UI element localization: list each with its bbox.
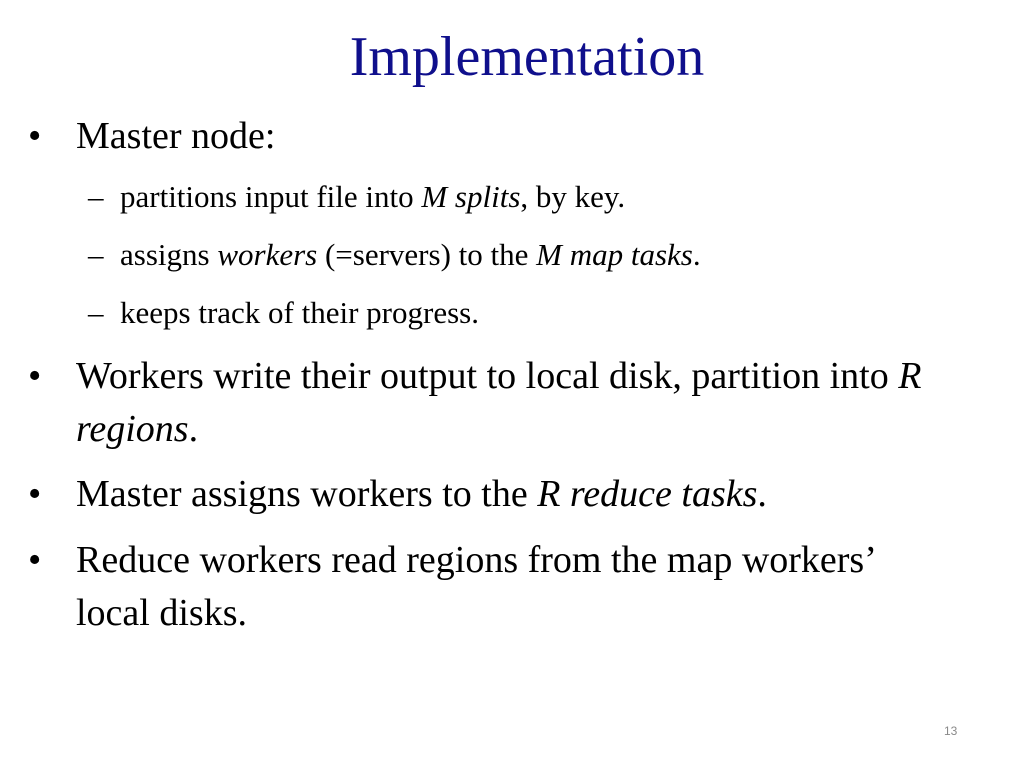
bullet-text: Master node:: [76, 115, 276, 157]
dash-marker: –: [88, 295, 104, 330]
sub-bullet-emphasis: M map tasks: [536, 237, 693, 272]
sub-bullet-text: , by key.: [520, 179, 626, 214]
bullet-workers-write: [28, 350, 988, 456]
sub-bullet-assigns: [88, 235, 988, 275]
sub-bullet-text: keeps track of their progress.: [120, 295, 479, 330]
dash-marker: –: [88, 237, 104, 272]
bullet-marker: •: [28, 539, 42, 581]
bullet-marker: •: [28, 473, 42, 515]
bullet-text: Reduce workers read regions from the map workers’ local disks.: [76, 539, 875, 634]
bullet-text: Workers write their output to local disk, partition into: [76, 355, 899, 397]
bullet-text: Master assigns workers to the: [76, 473, 538, 515]
bullet-emphasis: R reduce tasks: [537, 473, 758, 515]
sub-bullet-emphasis: workers: [217, 237, 318, 272]
sub-bullet-emphasis: M splits: [421, 179, 521, 214]
sub-bullet-progress: [88, 293, 988, 333]
sub-bullet-text: (=servers) to the: [317, 237, 537, 272]
sub-bullet-text: assigns: [120, 237, 218, 272]
bullet-text-block: [76, 468, 988, 521]
bullet-master-node: [28, 110, 988, 163]
bullet-text: .: [757, 473, 767, 515]
bullet-text-block: [76, 350, 988, 456]
bullet-emphasis: R regions: [76, 355, 922, 450]
bullet-marker: •: [28, 355, 42, 397]
sub-bullet-text: .: [692, 237, 701, 272]
slide-title: Implementation: [349, 26, 705, 88]
sub-bullet-text: partitions input file into: [120, 179, 422, 214]
bullet-text: .: [188, 408, 199, 450]
page-number: 13: [944, 724, 958, 738]
bullet-master-assigns: [28, 468, 988, 521]
bullet-marker: •: [28, 115, 42, 157]
sub-bullet-partitions: [88, 177, 988, 217]
bullet-reduce-workers: [28, 534, 908, 640]
dash-marker: –: [88, 179, 104, 214]
